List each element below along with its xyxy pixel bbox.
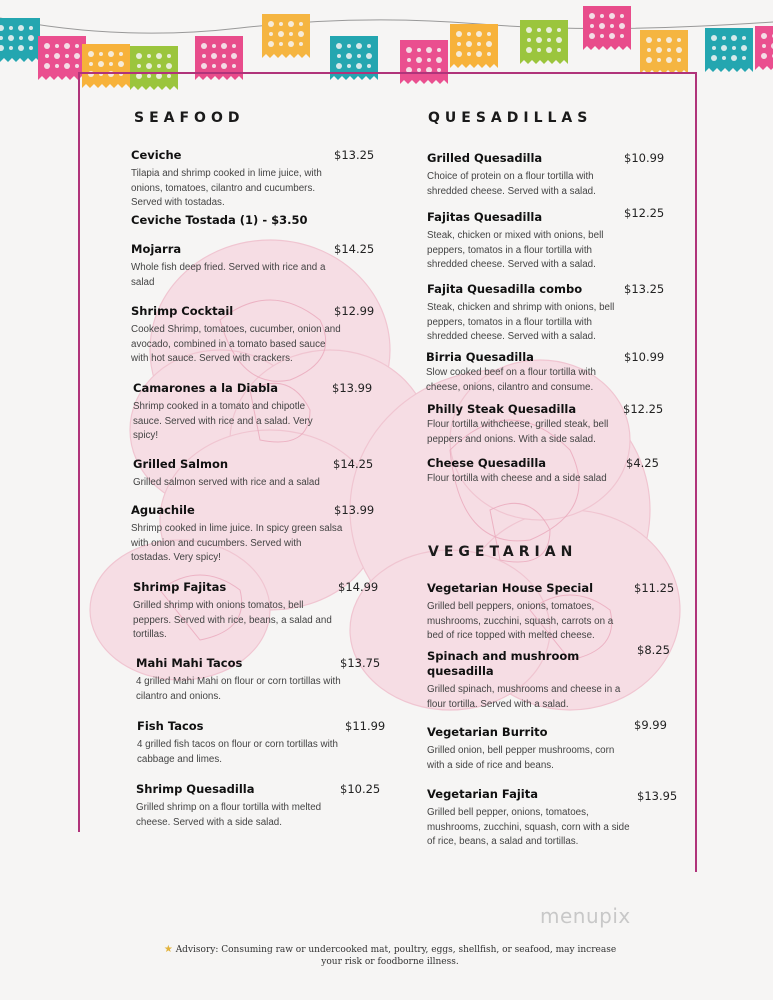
item-name: Vegetarian Fajita [427,787,539,801]
item-description: Grilled shrimp on a flour tortilla with melted cheese. Served with a side salad. [136,802,322,828]
item-name: Fajita Quesadilla combo [427,282,583,296]
item-description: Grilled shrimp with onions tomatos, bell peppers. Served with rice, beans, a salad and tortillas. [133,600,332,640]
advisory-line-2: your risk or foodborne illness. [321,957,459,967]
item-description: Slow cooked beef on a flour tortilla with cheese, onions, cilantro and consume. [426,367,596,393]
item-price: $10.99 [624,350,665,364]
item-price: $13.99 [334,503,375,517]
item-description: 4 grilled fish tacos on flour or corn tortillas with cabbage and limes. [137,739,338,765]
banner-flag [450,24,498,68]
banner-flag [130,46,178,90]
item-name: Aguachile [131,503,195,517]
item-description: Flour tortilla withcheese, grilled steak, bell peppers and onions. With a side salad. [427,419,609,445]
item-price: $13.95 [637,789,678,803]
item-price: $10.25 [340,782,381,796]
item-description: Grilled salmon served with rice and a salad [133,477,320,488]
item-description: Grilled bell pepper, onions, tomatoes, mushrooms, zucchini, squash, corn with a side of rice, beans, a salad and tortillas. [427,807,630,847]
menu-item-vegetarian-fajita [427,787,687,850]
quesadillas-section-title: QUESADILLAS [428,110,593,126]
menu-item-shrimp-fajitas [133,580,377,643]
menu-item-camarones-a-la-diabla [133,381,377,444]
item-price: $13.99 [332,381,373,395]
item-price: $8.25 [637,643,670,657]
item-price: $4.25 [626,456,659,470]
item-price: $10.99 [624,151,665,165]
papel-picado-banner [0,0,773,95]
item-name: Cheese Quesadilla [427,456,547,470]
item-name: Shrimp Fajitas [133,580,227,594]
item-price: $11.25 [634,581,675,595]
item-description: Steak, chicken or mixed with onions, bell peppers, tomatos in a flour tortilla with shredded cheese. Served with a salad. [427,230,604,270]
item-name: Grilled Quesadilla [427,151,543,165]
banner-flag [755,26,773,70]
menu-item-mojarra [131,242,375,290]
item-name: Spinach and mushroom quesadilla [427,649,580,678]
item-description: Grilled bell peppers, onions, tomatoes, mushrooms, zucchini, squash, carrots on a bed of rice topped with melted cheese. [427,601,614,641]
item-description: Tilapia and shrimp cooked in lime juice, with onions, tomatoes, cilantro and cucumbers. Served with tostadas. [131,168,322,208]
menu-item-philly-steak-quesadilla [427,402,667,447]
menu-item-mahi-mahi-tacos [136,656,380,704]
item-price: $9.99 [634,718,667,732]
advisory-line-1: Advisory: Consuming raw or undercooked mat, poultry, eggs, shellfish, or seafood, may increase [175,945,617,955]
food-advisory-note [140,944,640,968]
item-name: Ceviche [131,148,182,162]
item-price: $12.25 [624,206,665,220]
item-name: Vegetarian House Special [427,581,594,595]
banner-flag [640,30,688,74]
star-icon: ★ [163,944,173,955]
menu-item-birria-quesadilla [426,350,666,395]
menu-item-spinach-mushroom-quesadilla [427,643,677,712]
banner-flag [583,6,631,50]
item-description: Flour tortilla with cheese and a side salad [427,473,607,484]
item-name: Philly Steak Quesadilla [427,402,577,416]
menu-item-aguachile [131,503,375,566]
item-description: Grilled onion, bell pepper mushrooms, corn with a side of rice and beans. [427,745,615,771]
item-price: $13.25 [624,282,665,296]
item-description: Shrimp cooked in lime juice. In spicy green salsa with onion and cucumbers. Served with tostadas. Very spicy! [131,523,343,563]
item-name: Grilled Salmon [133,457,229,471]
item-name: Mahi Mahi Tacos [136,656,243,670]
menu-item-grilled-quesadilla [427,151,667,199]
item-description: Shrimp cooked in a tomato and chipotle sauce. Served with rice and a salad. Very spicy! [133,401,313,441]
item-name: Birria Quesadilla [426,350,534,364]
banner-flag [520,20,568,64]
ceviche-tostada-special: Ceviche Tostada (1) - $3.50 [131,213,308,227]
banner-flag [262,14,310,58]
item-name: Vegetarian Burrito [427,725,548,739]
menu-item-fajita-quesadilla-combo [427,282,667,345]
item-price: $14.25 [333,457,374,471]
item-name: Fish Tacos [137,719,204,733]
menu-item-ceviche [131,148,375,211]
item-description: Cooked Shrimp, tomatoes, cucumber, onion and avocado, combined in a tomato based sauce with hot sauce. Served with crackers. [131,324,341,364]
item-name: Fajitas Quesadilla [427,210,543,224]
item-description: 4 grilled Mahi Mahi on flour or corn tortillas with cilantro and onions. [136,676,341,702]
seafood-section-title: SEAFOOD [134,110,245,126]
item-price: $14.25 [334,242,375,256]
item-description: Grilled spinach, mushrooms and cheese in a flour tortilla. Served with a salad. [427,684,621,710]
item-name: Mojarra [131,242,182,256]
item-price: $14.99 [338,580,379,594]
vegetarian-section-title: VEGETARIAN [428,544,578,560]
menu-item-grilled-salmon [133,457,377,491]
item-description: Steak, chicken and shrimp with onions, bell peppers, tomatos in a flour tortilla with shredded cheese. Served with a salad. [427,302,615,342]
item-description: Choice of protein on a flour tortilla with shredded cheese. Served with a salad. [427,171,596,197]
banner-flag [82,44,130,88]
item-name: Shrimp Cocktail [131,304,234,318]
banner-flag [0,18,40,62]
item-name: Camarones a la Diabla [133,381,279,395]
frame-top-border [78,72,697,74]
menu-item-vegetarian-house-special [427,581,677,644]
item-price: $12.25 [623,402,664,416]
menu-item-shrimp-cocktail [131,304,375,367]
menu-item-shrimp-quesadilla [136,782,380,830]
menu-item-fish-tacos [137,719,386,767]
menu-item-vegetarian-burrito [427,718,677,773]
menu-item-fajitas-quesadilla [427,206,667,273]
item-price: $11.99 [345,719,386,733]
item-name: Shrimp Quesadilla [136,782,255,796]
menupix-watermark: menupix [540,904,631,928]
banner-flag [400,40,448,84]
menu-item-cheese-quesadilla [427,456,667,487]
banner-flag [705,28,753,72]
item-price: $13.75 [340,656,381,670]
item-price: $12.99 [334,304,375,318]
item-price: $13.25 [334,148,375,162]
item-description: Whole fish deep fried. Served with rice and a salad [131,262,326,288]
